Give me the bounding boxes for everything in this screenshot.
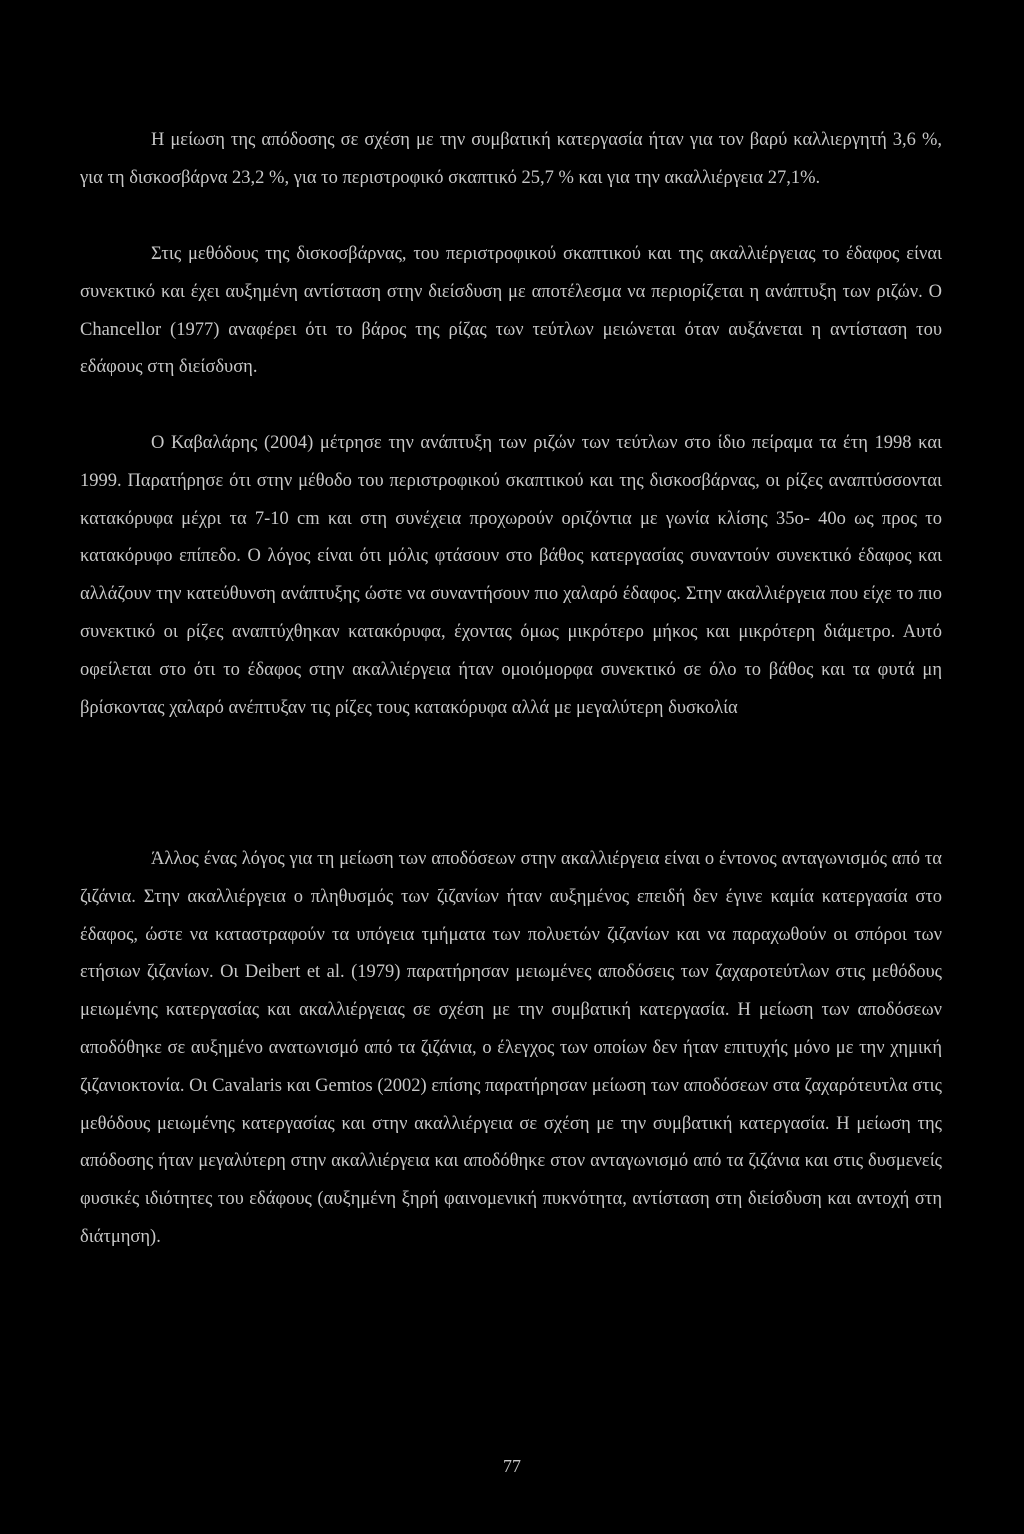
paragraph-yield-reduction: Η μείωση της απόδοσης σε σχέση με την συμβατική κατεργασία ήταν για τον βαρύ καλλιεργητή 3,6 %, για τη δισκοσβάρνα 23,2 %, για το περιστροφικό σκαπτικό 25,7 % και για την ακαλλιέργεια 27,1%. bbox=[80, 130, 942, 188]
paragraph-root-growth: Ο Καβαλάρης (2004) μέτρησε την ανάπτυξη των ριζών των τεύτλων στο ίδιο πείραμα τα έτη 1998 και 1999. Παρατήρησε ότι στην μέθοδο του περιστροφικού σκαπτικού και της δισκοσβάρνας, οι ρίζες αναπτύσσονται κατακόρυφα μέχρι τα 7-10 cm και στη συνέχεια προχωρούν οριζόντια με γωνία κλίσης 35ο- 40ο ως προς το κατακόρυφο επίπεδο. Ο λόγος είναι ότι μόλις φτάσουν στο βάθος κατεργασίας συναντούν συνεκτικό έδαφος και αλλάζουν την κατεύθυνση ανάπτυξης ώστε να συναντήσουν πιο χαλαρό έδαφος. Στην ακαλλιέργεια που είχε το πιο συνεκτικό οι ρίζες αναπτύχθηκαν κατακόρυφα, έχοντας όμως μικρότερο μήκος και μικρότερη διάμετρο. Αυτό οφείλεται στο ότι το έδαφος στην ακαλλιέργεια ήταν ομοιόμορφα συνεκτικό σε όλο το βάθος και τα φυτά μη βρίσκοντας χαλαρό ανέπτυξαν τις ρίζες τους κατακόρυφα αλλά με μεγαλύτερη δυσκολία bbox=[80, 433, 942, 718]
paragraph-soil-resistance: Στις μεθόδους της δισκοσβάρνας, του περιστροφικού σκαπτικού και της ακαλλιέργειας το έδαφος είναι συνεκτικό και έχει αυξημένη αντίσταση στην διείσδυση με αποτέλεσμα να περιορίζεται η ανάπτυξη των ριζών. Ο Chancellor (1977) αναφέρει ότι το βάρος της ρίζας των τεύτλων μειώνεται όταν αυξάνεται η αντίσταση του εδάφους στη διείσδυση. bbox=[80, 244, 942, 378]
paragraph-weed-competition: Άλλος ένας λόγος για τη μείωση των αποδόσεων στην ακαλλιέργεια είναι ο έντονος ανταγωνισμός από τα ζιζάνια. Στην ακαλλιέργεια ο πληθυσμός των ζιζανίων ήταν αυξημένος επειδή δεν έγινε καμία κατεργασία στο έδαφος, ώστε να καταστραφούν τα υπόγεια τμήματα των πολυετών ζιζανίων και να παραχωθούν οι σπόροι των ετήσιων ζιζανίων. Οι Deibert et al. (1979) παρατήρησαν μειωμένες αποδόσεις των ζαχαροτεύτλων στις μεθόδους μειωμένης κατεργασίας και ακαλλιέργειας σε σχέση με την συμβατική κατεργασία. Η μείωση των αποδόσεων αποδόθηκε σε αυξημένο ανατωνισμό από τα ζιζάνια, ο έλεγχος των οποίων δεν ήταν επιτυχής μόνο με την χημική ζιζανιοκτονία. Οι Cavalaris και Gemtos (2002) επίσης παρατήρησαν μείωση των αποδόσεων στα ζαχαρότευτλα στις μεθόδους μειωμένης κατεργασίας και στην ακαλλιέργεια σε σχέση με την συμβατική κατεργασία. Η μείωση της απόδοσης ήταν μεγαλύτερη στην ακαλλιέργεια και αποδόθηκε στον ανταγωνισμό από τα ζιζάνια και στις δυσμενείς φυσικές ιδιότητες του εδάφους (αυξημένη ξηρή φαινομενική πυκνότητα, αντίσταση στη διείσδυση και αντοχή στη διάτμηση). bbox=[80, 849, 942, 1247]
page-number: 77 bbox=[503, 1456, 521, 1476]
